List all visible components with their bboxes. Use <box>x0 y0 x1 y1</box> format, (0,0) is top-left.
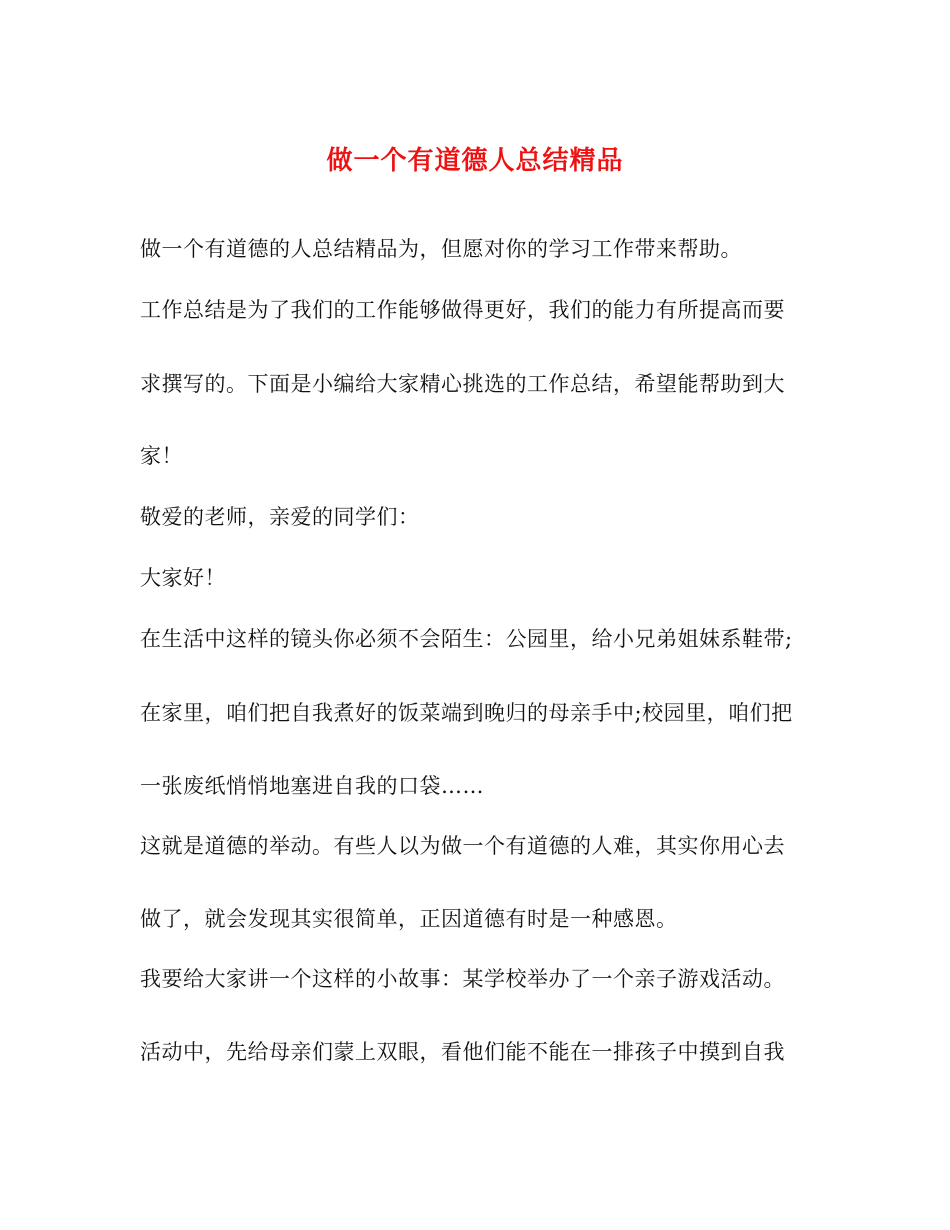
paragraph-line: 家！ <box>140 444 183 468</box>
paragraph-line: 工作总结是为了我们的工作能够做得更好，我们的能力有所提高而要 <box>140 298 785 322</box>
document-title: 做一个有道德人总结精品 <box>326 146 624 176</box>
paragraph-line: 这就是道德的举动。有些人以为做一个有道德的人难，其实你用心去 <box>140 834 785 858</box>
paragraph-line: 一张废纸悄悄地塞进自我的口袋…… <box>140 774 484 798</box>
paragraph-line: 活动中，先给母亲们蒙上双眼，看他们能不能在一排孩子中摸到自我 <box>140 1040 785 1064</box>
paragraph-line: 在家里，咱们把自我煮好的饭菜端到晚归的母亲手中;校园里，咱们把 <box>140 701 793 725</box>
paragraph-line: 大家好！ <box>140 566 226 590</box>
paragraph-line: 敬爱的老师，亲爱的同学们： <box>140 505 420 529</box>
paragraph-line: 做一个有道德的人总结精品为，但愿对你的学习工作带来帮助。 <box>140 237 742 261</box>
paragraph-line: 我要给大家讲一个这样的小故事：某学校举办了一个亲子游戏活动。 <box>140 967 785 991</box>
paragraph-line: 在生活中这样的镜头你必须不会陌生：公园里，给小兄弟姐妹系鞋带; <box>140 627 793 651</box>
paragraph-line: 做了，就会发现其实很简单，正因道德有时是一种感恩。 <box>140 907 678 931</box>
paragraph-line: 求撰写的。下面是小编给大家精心挑选的工作总结，希望能帮助到大 <box>140 372 785 396</box>
